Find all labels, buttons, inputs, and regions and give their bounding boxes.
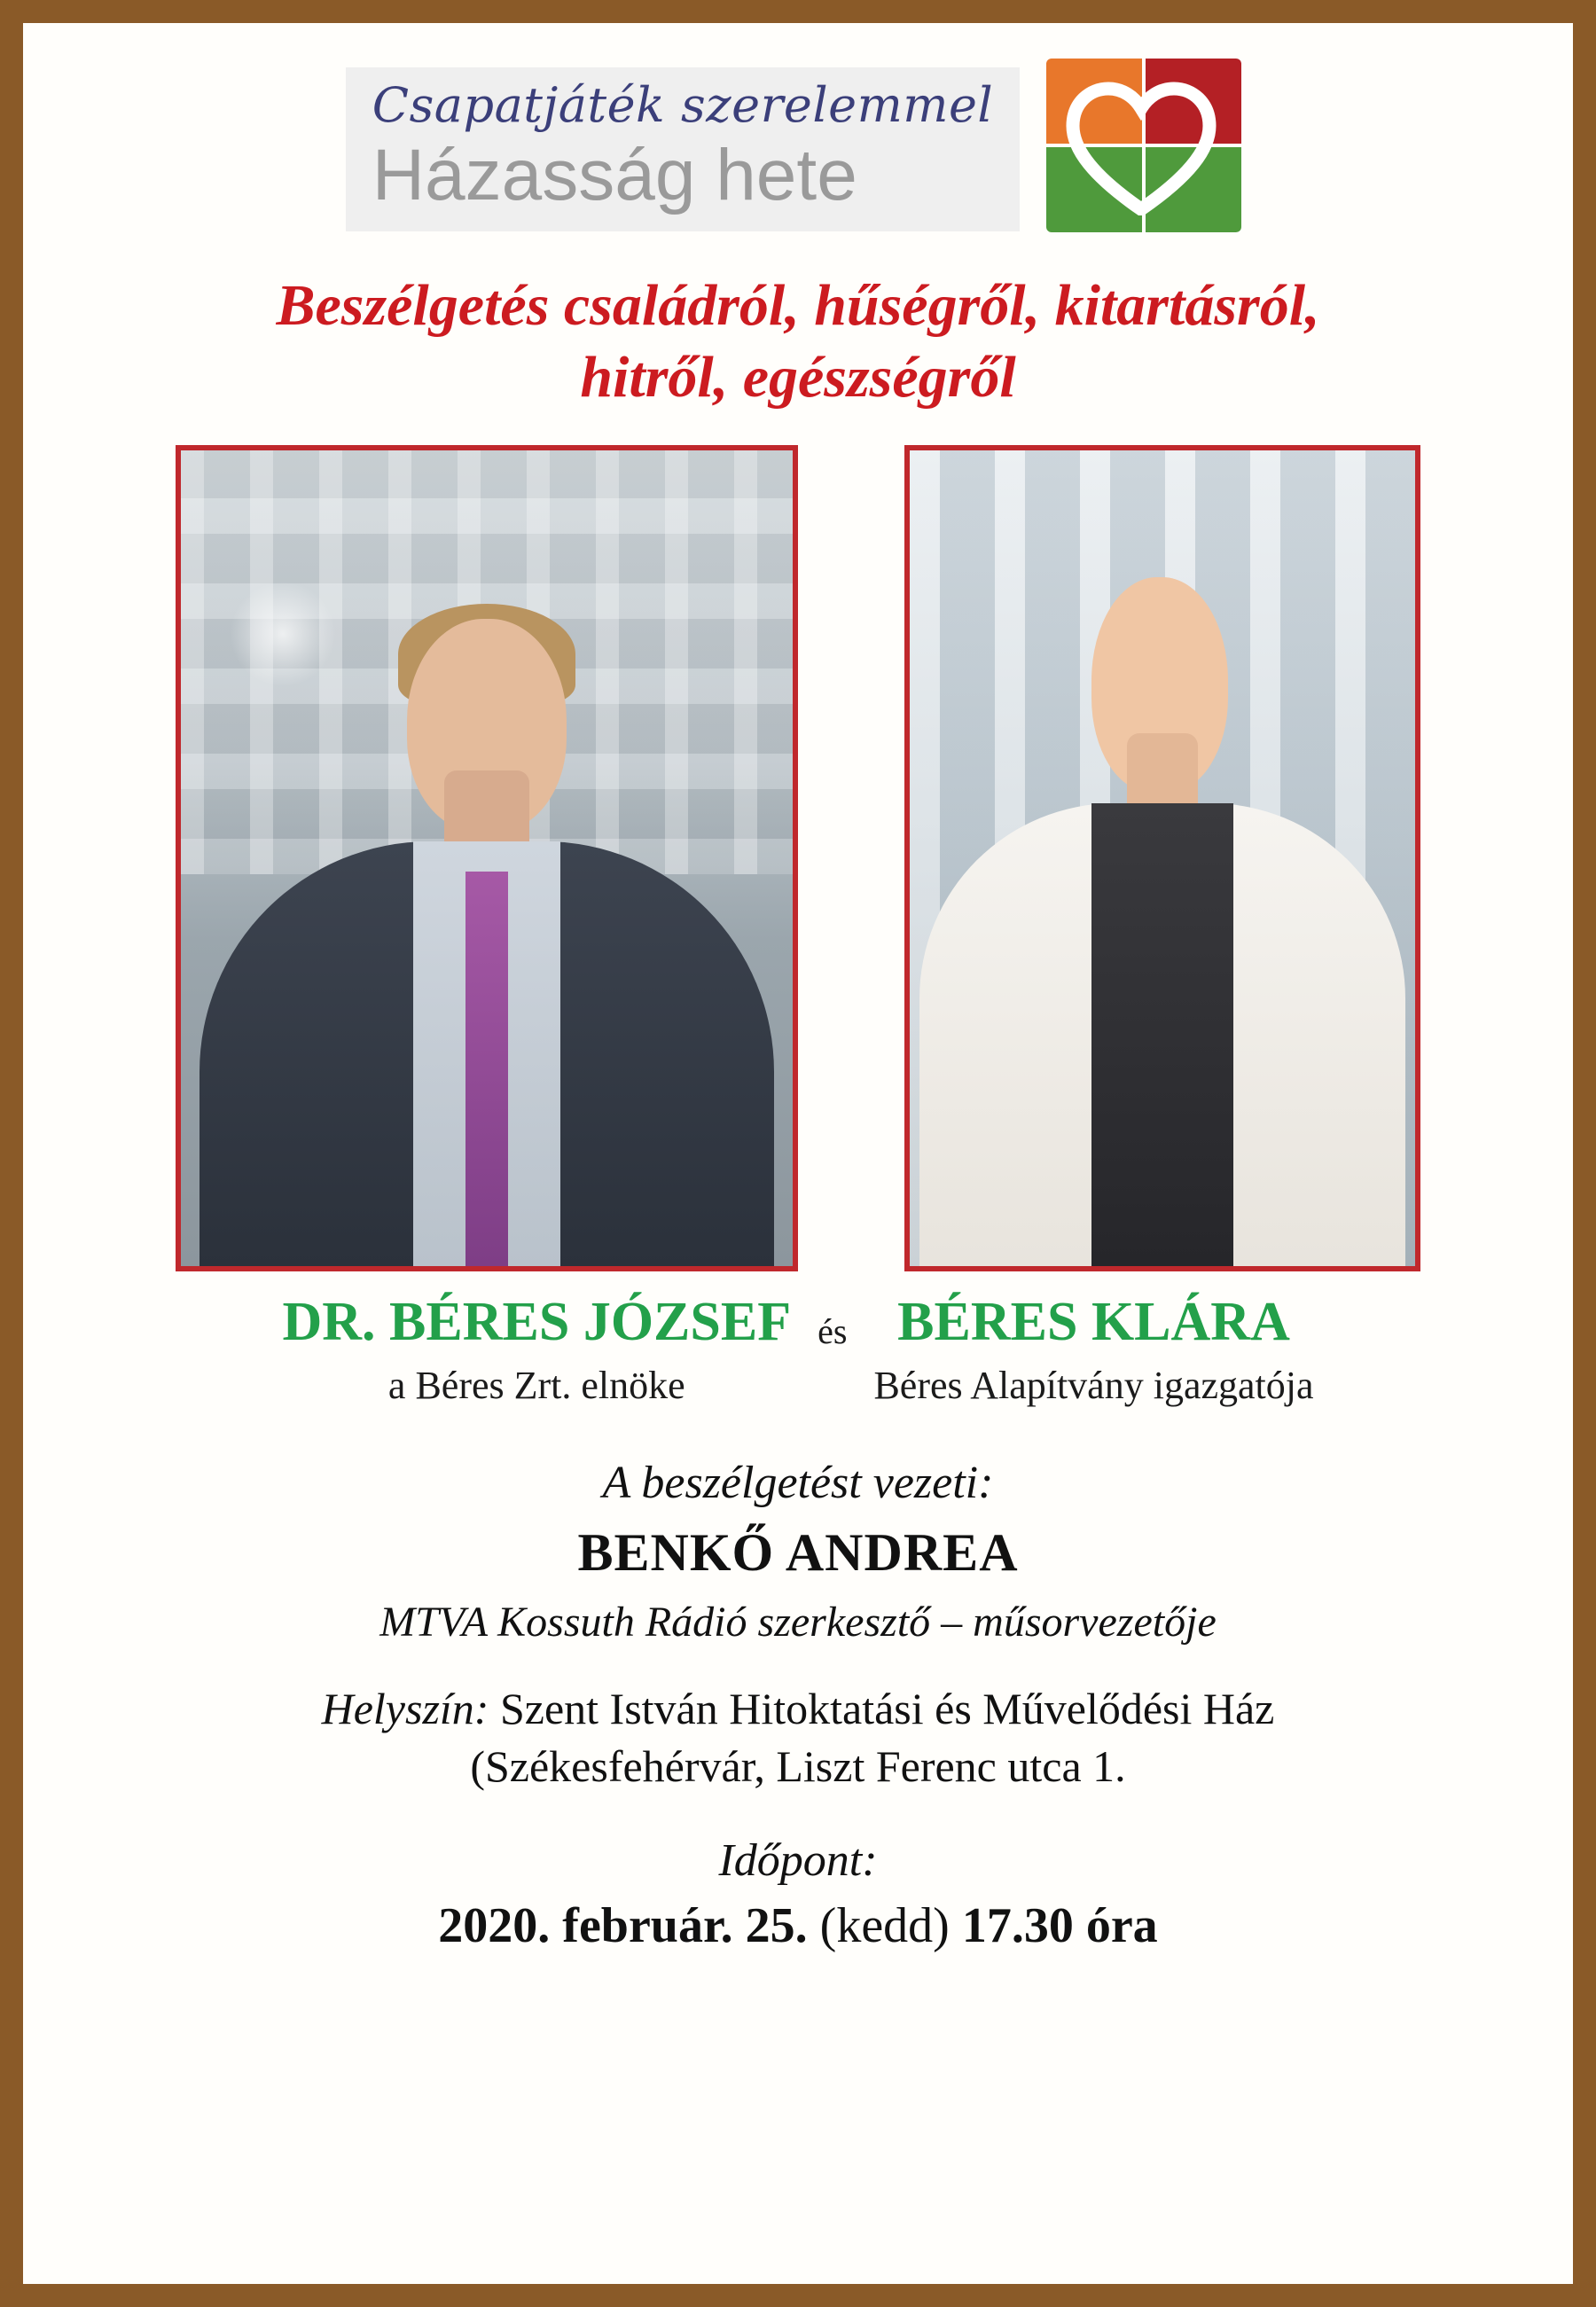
heart-shape-icon: [1066, 78, 1217, 215]
page-title: [106, 270, 1490, 413]
time-weekday: (kedd): [819, 1898, 950, 1954]
host-role: MTVA Kossuth Rádió szerkesztő – műsorvezetője: [379, 1599, 1217, 1646]
names-conjunction: és: [818, 1311, 848, 1352]
page-title-line-1: Beszélgetés családról, hűségről, kitartásról,: [276, 273, 1320, 338]
campaign-tagline: Csapatjáték szerelemmel: [372, 77, 994, 134]
guest-role-1: a Béres Zrt. elnöke: [387, 1364, 685, 1408]
venue-name: Szent István Hitoktatási és Művelődési Ház: [499, 1684, 1275, 1734]
host-lead-text: A beszélgetést vezeti:: [602, 1458, 994, 1509]
campaign-logo: [222, 59, 1374, 240]
venue-address: (Székesfehérvár, Liszt Ferenc utca 1.: [470, 1741, 1126, 1792]
guest-photos: [176, 445, 1420, 1271]
man-tie: [466, 872, 508, 1266]
event-details: [89, 1454, 1507, 1954]
poster-content: [23, 23, 1573, 2284]
venue-line: [89, 1680, 1507, 1738]
woman-blouse: [1091, 803, 1233, 1266]
host-name: BENKŐ ANDREA: [577, 1523, 1019, 1583]
photo-beres-jozsef: [176, 445, 798, 1271]
time-label: Időpont:: [718, 1835, 878, 1887]
time-value: [89, 1897, 1507, 1954]
guest-names: [106, 1291, 1490, 1408]
venue-label: Helyszín:: [321, 1684, 489, 1734]
photo-beres-klara: [904, 445, 1420, 1271]
heart-logo-icon: [1046, 59, 1250, 240]
campaign-title: Házasság hete: [372, 134, 857, 215]
time-clock: 17.30 óra: [961, 1898, 1158, 1954]
guest-role-2: Béres Alapítvány igazgatója: [873, 1364, 1314, 1408]
figure-man: [181, 761, 793, 1266]
figure-woman: [910, 728, 1415, 1266]
guest-name-2: BÉRES KLÁRA: [897, 1292, 1290, 1353]
time-date: 2020. február. 25.: [438, 1898, 808, 1954]
guest-name-1: DR. BÉRES JÓZSEF: [282, 1292, 792, 1353]
guest-entry-2: [873, 1291, 1313, 1408]
campaign-logo-text: [346, 67, 1020, 231]
page-title-line-2: hitről, egészségről: [580, 344, 1016, 410]
guest-entry-1: [282, 1291, 791, 1408]
